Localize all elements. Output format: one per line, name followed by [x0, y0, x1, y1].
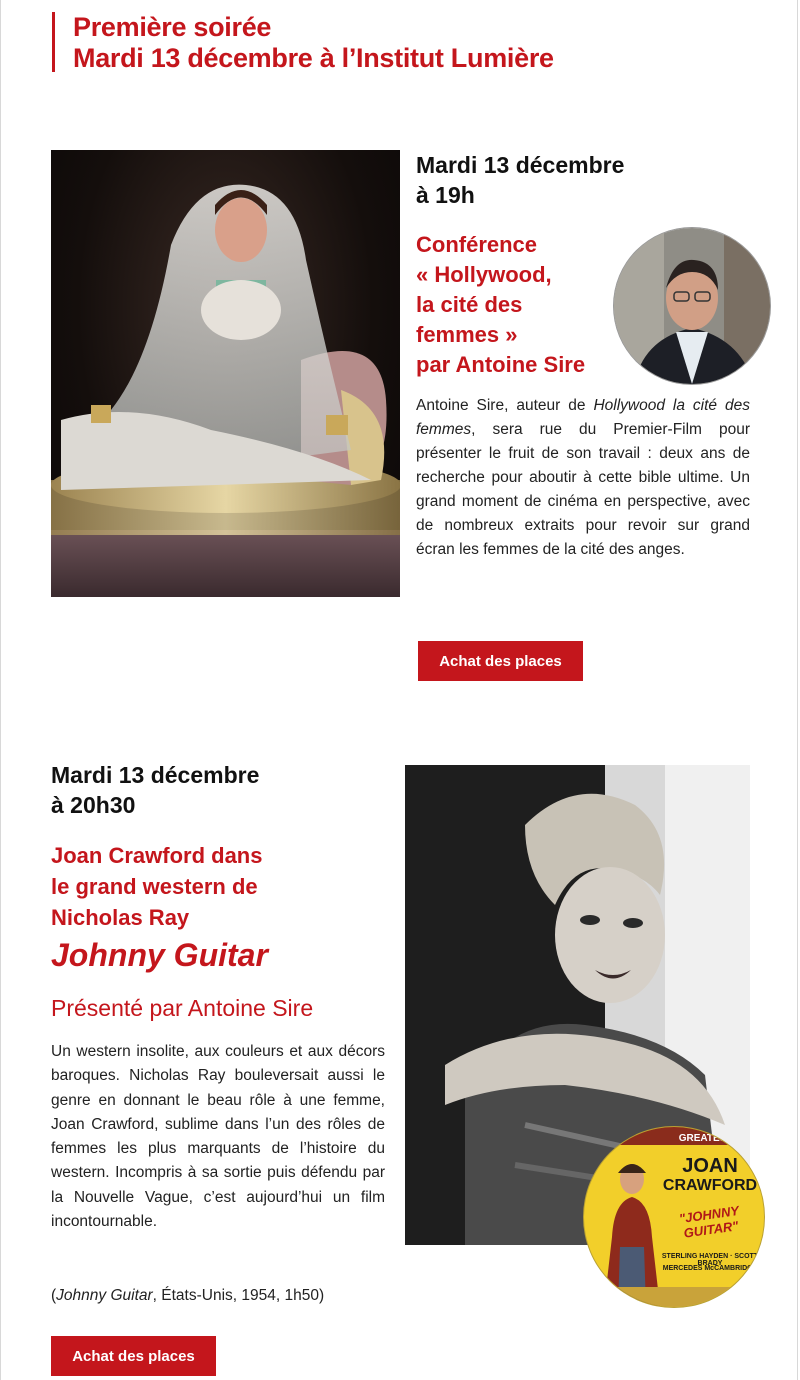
- event1-title: [416, 230, 616, 380]
- poster-star-first: JOAN: [682, 1155, 738, 1177]
- credits-open: (: [51, 1287, 57, 1304]
- event1-date-time: à 19h: [416, 182, 475, 208]
- event2-intro-line: Nicholas Ray: [51, 905, 190, 930]
- event1-title-line: par Antoine Sire: [416, 352, 586, 377]
- event2-date-time: à 20h30: [51, 792, 136, 818]
- event2-description: Un western insolite, aux couleurs et aux décors baroques. Nicholas Ray bouleversait aussi le genre en donnant le beau rôle à une femme, Joan Crawford, sublime dans l’un des rôles de femmes les plus marquants de l’histoire du western. Incompris à sa sortie puis défendu par la Nouvelle Vague, c’est aujourd’hui un film incontournable.: [51, 1043, 385, 1231]
- buy-tickets-button-event2[interactable]: Achat des places: [51, 1336, 216, 1376]
- event1-title-line: « Hollywood,: [416, 262, 552, 287]
- event1-description-post: , sera rue du Premier-Film pour présenter le fruit de son travail : deux ans de recherche pour aboutir à cette bible ultime. Un grand moment de cinéma en perspective, avec de nombreux extraits pour revoir sur grand écran les femmes de la cité des anges.: [416, 421, 750, 558]
- event1-title-line: femmes »: [416, 322, 518, 347]
- section-title-line1: Première soirée: [73, 12, 272, 42]
- event1-date-day: Mardi 13 décembre: [416, 152, 625, 178]
- event2-date-day: Mardi 13 décembre: [51, 762, 260, 788]
- section-title: [52, 12, 554, 72]
- speaker-photo-image: [614, 228, 770, 384]
- poster-tagline: GREATEST T: [678, 1133, 742, 1144]
- event1-title-line: la cité des: [416, 292, 523, 317]
- section-title-line2: Mardi 13 décembre à l’Institut Lumière: [73, 43, 554, 73]
- credits-details: , États-Unis, 1954, 1h50): [152, 1287, 325, 1304]
- film-poster-badge: [584, 1127, 764, 1307]
- actress-portrait-image: [51, 150, 400, 597]
- event2-intro-line: le grand western de: [51, 874, 258, 899]
- poster-star-last: CRAWFORD: [662, 1177, 758, 1194]
- event2-intro: [51, 840, 381, 933]
- film-credits: [51, 1284, 385, 1308]
- event1-description: [416, 394, 750, 562]
- book-title: Hollywood la cité des femmes: [416, 397, 750, 438]
- poster-title: "JOHNNY GUITAR": [678, 1202, 740, 1241]
- speaker-avatar: [614, 228, 770, 384]
- poster-cast-line1: STERLING HAYDEN · SCOTT BRADY: [661, 1253, 759, 1267]
- event1-photo: [51, 150, 400, 597]
- event2-intro-line: Joan Crawford dans: [51, 843, 263, 868]
- poster-cast-line2: MERCEDES McCAMBRIDGE: [662, 1265, 758, 1272]
- event1-description-pre: Antoine Sire, auteur de: [416, 397, 594, 414]
- event1-title-line: Conférence: [416, 232, 538, 257]
- credits-film-title: Johnny Guitar: [56, 1287, 153, 1304]
- event1-date: [416, 150, 746, 210]
- buy-tickets-button-event1[interactable]: Achat des places: [418, 641, 583, 681]
- film-title: Johnny Guitar: [51, 937, 268, 973]
- event2-date: [51, 760, 381, 820]
- event2-presenter: Présenté par Antoine Sire: [51, 995, 314, 1021]
